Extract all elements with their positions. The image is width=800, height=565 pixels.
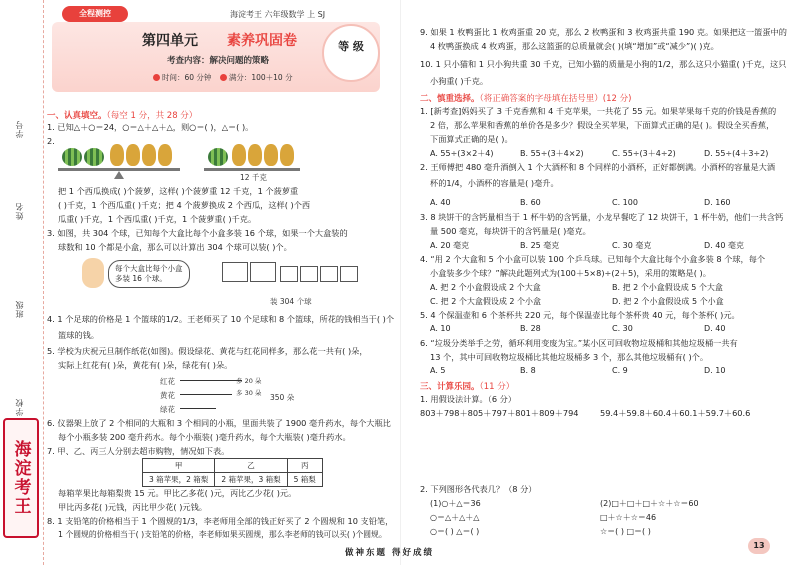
question-4-fraction: 1/2 bbox=[165, 314, 179, 324]
choice-1-option-a: A. 55÷(3×2＋4) bbox=[430, 149, 494, 158]
unit-title: 第四单元 bbox=[142, 33, 198, 49]
choice-1-option-b: B. 55÷(3＋4×2) bbox=[520, 149, 584, 158]
table-row bbox=[143, 473, 323, 487]
scale-weight-label: 12 千克 bbox=[240, 173, 267, 182]
choice-4-option-b: B. 把 2 个小盒假设成 5 个大盒 bbox=[612, 283, 723, 292]
series-label: 海淀考王 六年级数学 上 SJ bbox=[230, 10, 326, 19]
pineapple-icon bbox=[110, 144, 124, 166]
margin-label-school: 学校 bbox=[15, 398, 24, 416]
brand-ribbon: 全程测控 bbox=[62, 6, 128, 22]
table-row bbox=[143, 459, 323, 473]
table-head-yi: 乙 bbox=[215, 459, 287, 473]
choice-4-option-d: D. 把 2 个小盒假设成 5 个小盒 bbox=[612, 297, 724, 306]
question-10-text-a: 10. 1 只小猫和 1 只小狗共重 30 千克，已知小猫的质量是小狗的 bbox=[420, 59, 658, 69]
bar-yellow bbox=[180, 394, 232, 395]
choice-2-option-d: D. 160 bbox=[704, 198, 731, 207]
question-4-text-b: 。王老师买了 10 个足球和 8 个篮球，所花的钱相当于( )个 bbox=[178, 314, 395, 324]
question-4-text-a: 4. 1 个足球的价格是 1 个篮球的 bbox=[47, 314, 166, 324]
choice-5-option-c: C. 30 bbox=[612, 324, 633, 333]
section-1-label: 一、认真填空。 bbox=[47, 111, 107, 121]
section-2-note: （将正确答案的字母填在括号里）(12 分) bbox=[479, 94, 632, 104]
pineapple-icon bbox=[158, 144, 172, 166]
section-1-note: （每空 1 分，共 28 分） bbox=[106, 111, 198, 121]
bar-green bbox=[180, 408, 216, 409]
bar-label-red: 红花 bbox=[160, 377, 175, 386]
choice-5-option-a: A. 10 bbox=[430, 324, 451, 333]
choice-6-line-1: 6. “垃圾分类举手之劳，循环利用变废为宝。”某小区可回收物垃圾桶和其他垃圾桶一共有 bbox=[420, 338, 738, 348]
question-1: 1. 已知△＋○＝24，○＝△＋△＋△，则○＝( )，△＝( )。 bbox=[47, 122, 254, 132]
calc-1-expr-1: 803＋798＋805＋797＋801＋809＋794 bbox=[420, 408, 579, 418]
scale-beam bbox=[58, 168, 180, 171]
grade-box bbox=[322, 24, 380, 82]
section-title-calc bbox=[420, 380, 514, 392]
table-cell-bing: 5 箱梨 bbox=[287, 473, 322, 487]
pineapple-icon bbox=[142, 144, 156, 166]
choice-3-option-b: B. 25 毫克 bbox=[520, 241, 560, 250]
calc-2a-line-3: ○＝( ) △＝( ) bbox=[430, 527, 480, 536]
choice-6-option-c: C. 9 bbox=[612, 366, 628, 375]
brand-stamp: 海淀考王 bbox=[3, 418, 39, 538]
choice-1-option-c: C. 55÷(3＋4÷2) bbox=[612, 149, 676, 158]
table-head-bing: 丙 bbox=[287, 459, 322, 473]
unit-type: 素养巩固卷 bbox=[227, 33, 297, 49]
scale-beam bbox=[204, 168, 300, 171]
boxes-total-label: 装 304 个球 bbox=[270, 297, 312, 306]
section-title-choice bbox=[420, 92, 631, 104]
choice-3-option-c: C. 30 毫克 bbox=[612, 241, 652, 250]
question-8-line-2: 1 个圆规的价格相当于( )支铅笔的价格，李老师如果买圆规，那么李老师的钱可以买( )个圆规。 bbox=[58, 530, 387, 539]
calc-2b-label: (2) bbox=[600, 499, 612, 508]
question-8-text-b: ，李老师用全部的钱正好买了 2 个圆规和 10 支铅笔， bbox=[195, 516, 394, 526]
question-6-line-2: 每个小瓶多装 200 毫升药水。每个小瓶装( )毫升药水，每个大瓶装( )毫升药水。 bbox=[58, 432, 351, 442]
bar-label-yellow: 黄花 bbox=[160, 391, 175, 400]
more-label-1: 多 20 朵 bbox=[236, 377, 262, 385]
choice-3-line-1: 3. 8 块饼干的含钙量相当于 1 杯牛奶的含钙量，小龙早餐吃了 12 块饼干，1 杯牛奶，他们一共含钙 bbox=[420, 212, 784, 222]
watermelon-icon bbox=[208, 148, 228, 166]
choice-4-option-c: C. 把 2 个大盒假设成 2 个小盒 bbox=[430, 297, 542, 306]
small-box bbox=[300, 266, 318, 282]
binding-margin bbox=[0, 0, 44, 565]
exam-score: 满分：100＋10 分 bbox=[228, 73, 293, 82]
choice-3-line-2: 量 500 毫克，每块饼干的含钙量是( )毫克。 bbox=[430, 226, 591, 236]
page-number: 13 bbox=[748, 538, 770, 554]
choice-5-option-b: B. 28 bbox=[520, 324, 541, 333]
choice-3-option-d: D. 40 毫克 bbox=[704, 241, 744, 250]
choice-6-option-d: D. 10 bbox=[704, 366, 726, 375]
pineapple-icon bbox=[232, 144, 246, 166]
large-box bbox=[222, 262, 248, 282]
question-2-number: 2. bbox=[47, 136, 55, 146]
calc-2b-line-3: ☆＝( ) □＝( ) bbox=[600, 527, 651, 536]
bar-red bbox=[180, 380, 242, 381]
margin-label-class: 班级 bbox=[15, 300, 24, 318]
pineapple-icon bbox=[264, 144, 278, 166]
more-label-2: 多 30 朵 bbox=[236, 389, 262, 397]
question-3-line-2: 球数和 10 个都是小盒，那么可以计算出 304 个球可以装( )个。 bbox=[58, 242, 292, 252]
calc-1-expr-2: 59.4＋59.8＋60.4＋60.1＋59.7＋60.6 bbox=[600, 408, 751, 418]
page-divider bbox=[400, 0, 401, 565]
choice-6-line-2: 13 个，其中可回收物垃圾桶比其他垃圾桶多 3 个，那么其他垃圾桶有( )个。 bbox=[430, 352, 709, 362]
question-8-line-1 bbox=[47, 516, 393, 526]
choice-5-option-d: D. 40 bbox=[704, 324, 726, 333]
choice-1-option-d: D. 55÷(4＋3÷2) bbox=[704, 149, 769, 158]
choice-2-option-a: A. 40 bbox=[430, 198, 451, 207]
grade-label: 等 级 bbox=[338, 40, 364, 53]
table-head-jia: 甲 bbox=[143, 459, 215, 473]
question-7-line-3: 甲比丙多花( )元钱，丙比甲少花( )元钱。 bbox=[58, 502, 207, 512]
shopping-table bbox=[142, 458, 323, 487]
choice-1-line-2: 2 倍，那么苹果和香蕉的单价各是多少？假设全买苹果，下面算式正确的是( )。假设全买香蕉， bbox=[430, 120, 775, 130]
clock-icon bbox=[153, 74, 160, 81]
choice-2-fraction: 1/4 bbox=[446, 178, 460, 188]
choice-4-line-1: 4. “用 2 个大盒和 5 个小盒可以装 100 个乒乓球。已知每个大盒比每个小盒多装 8 个球，每个 bbox=[420, 254, 766, 264]
exam-topic: 考查内容：解决问题的策略 bbox=[167, 56, 270, 66]
small-box bbox=[280, 266, 298, 282]
choice-5-line-1: 5. 4 个保温壶和 6 个茶杯共 220 元，每个保温壶比每个茶杯贵 40 元，每个茶杯( )元。 bbox=[420, 310, 740, 320]
choice-2-line-1: 2. 王师傅把 480 毫升酒倒入 1 个大酒杯和 8 个同样的小酒杯，正好都倒满。小酒杯的容量是大酒 bbox=[420, 162, 776, 172]
choice-6-option-a: A. 5 bbox=[430, 366, 446, 375]
pineapple-icon bbox=[248, 144, 262, 166]
question-4-line-1 bbox=[47, 314, 394, 324]
question-8-fraction: 1/3 bbox=[182, 516, 196, 526]
footer-slogan: 做神东题 得好成绩 bbox=[345, 548, 434, 558]
section-2-label: 二、慎重选择。 bbox=[420, 94, 480, 104]
choice-4-option-a: A. 把 2 个小盒假设成 2 个大盒 bbox=[430, 283, 541, 292]
bubble-line-1: 每个大盒比每个小盒 bbox=[115, 264, 183, 273]
calc-2a-label: (1) bbox=[430, 499, 442, 508]
calc-2a-line-2: ○＝△＋△＋△ bbox=[430, 513, 480, 522]
bar-label-green: 绿花 bbox=[160, 405, 175, 414]
choice-1-line-3: 下面算式正确的是( )。 bbox=[430, 134, 513, 144]
question-2-line-1: 把 1 个西瓜换成( )个菠萝，这样( )个菠萝重 12 千克，1 个菠萝重 bbox=[58, 186, 299, 196]
small-box bbox=[320, 266, 338, 282]
speech-bubble bbox=[108, 260, 190, 288]
question-10-fraction: 1/2 bbox=[657, 59, 671, 69]
calc-2b-equation-1: □＋□＋□＋☆＋☆＝60 bbox=[611, 499, 699, 508]
child-avatar bbox=[82, 258, 104, 288]
question-10-text-b: ，那么这只小猫重( )千克，这只 bbox=[670, 59, 787, 69]
question-10-line-2: 小狗重( )千克。 bbox=[430, 76, 489, 86]
section-title-fill bbox=[47, 109, 197, 121]
pineapple-icon bbox=[280, 144, 294, 166]
question-5-line-2: 实际上红花有( )朵，黄花有( )朵，绿花有( )朵。 bbox=[58, 360, 233, 370]
scale-pivot bbox=[114, 171, 124, 179]
question-3-line-1: 3. 如图，共 304 个球，已知每个大盒比每个小盒多装 16 个球，如果一个大盒装的 bbox=[47, 228, 348, 238]
table-cell-yi: 2 箱苹果，3 箱梨 bbox=[215, 473, 287, 487]
margin-label-name: 姓名 bbox=[15, 202, 24, 220]
small-box bbox=[340, 266, 358, 282]
question-6-line-1: 6. 仪器架上放了 2 个相同的大瓶和 3 个相同的小瓶，里面共装了 1900 毫升药水，每个大瓶比 bbox=[47, 418, 391, 428]
choice-2-option-b: B. 60 bbox=[520, 198, 541, 207]
score-icon bbox=[220, 74, 227, 81]
choice-3-option-a: A. 20 毫克 bbox=[430, 241, 470, 250]
watermelon-icon bbox=[62, 148, 82, 166]
margin-label-id: 学号 bbox=[15, 120, 24, 138]
section-3-note: （11 分） bbox=[479, 382, 515, 392]
watermelon-icon bbox=[84, 148, 104, 166]
choice-4-line-2: 小盒装多少个球？”解决此题列式为(100＋5×8)÷(2＋5)，采用的策略是( )。 bbox=[430, 268, 711, 278]
choice-2-text-a: 杯的 bbox=[430, 178, 447, 188]
calc-2-title: 2. 下列图形各代表几？（8 分） bbox=[420, 484, 537, 494]
calc-2a-equation-1: ○＋△＝36 bbox=[441, 499, 481, 508]
calc-2b-line-2: □＋☆＋☆＝46 bbox=[600, 513, 657, 522]
calc-2b-line-1 bbox=[600, 498, 699, 509]
exam-meta bbox=[147, 72, 293, 83]
question-7-line-2: 每箱苹果比每箱梨贵 15 元。甲比乙多花( )元，丙比乙少花( )元。 bbox=[58, 488, 297, 498]
section-3-label: 三、计算乐园。 bbox=[420, 382, 480, 392]
question-8-text-a: 8. 1 支铅笔的价格相当于 1 个圆规的 bbox=[47, 516, 183, 526]
question-2-line-3: 瓜重( )千克，1 个西瓜重( )千克，1 个菠萝重( )千克。 bbox=[58, 214, 257, 224]
question-9-line-2: 4 枚鸭蛋换成 4 枚鸡蛋，那么这篮蛋的总质量就会( )(填“增加”或“减少”)( )克。 bbox=[430, 41, 719, 51]
pineapple-icon bbox=[126, 144, 140, 166]
choice-2-text-b: ，小酒杯的容量是( )毫升。 bbox=[459, 178, 559, 188]
exam-time: 时间：60 分钟 bbox=[162, 73, 212, 82]
question-5-line-1: 5. 学校为庆祝元旦制作纸花(如图)。假设绿花、黄花与红花同样多，那么花一共有( )朵， bbox=[47, 346, 368, 356]
question-10-line-1 bbox=[420, 59, 786, 69]
table-cell-jia: 3 箱苹果，2 箱梨 bbox=[143, 473, 215, 487]
question-2-line-2: ( )千克，1 个西瓜重( )千克；把 4 个菠萝换成 2 个西瓜，这样( )个西 bbox=[58, 200, 311, 210]
large-box bbox=[250, 262, 276, 282]
choice-6-option-b: B. 8 bbox=[520, 366, 536, 375]
choice-2-line-2 bbox=[430, 178, 559, 188]
total-flowers-label: 350 朵 bbox=[270, 393, 295, 402]
question-9-line-1: 9. 如果 1 枚鸭蛋比 1 枚鸡蛋重 20 克，那么 2 枚鸭蛋和 3 枚鸡蛋共重 190 克。如果把这一篮蛋中的 bbox=[420, 27, 787, 37]
choice-1-line-1: 1. [新考查]妈妈买了 3 千克香蕉和 4 千克苹果，一共花了 55 元。如果苹果每千克的价钱是香蕉的 bbox=[420, 106, 777, 116]
calc-1-title: 1. 用假设法计算。（6 分） bbox=[420, 394, 517, 404]
choice-2-option-c: C. 100 bbox=[612, 198, 638, 207]
calc-2a-line-1 bbox=[430, 498, 481, 509]
question-7-line-1: 7. 甲、乙、丙三人分别去超市购物，情况如下表。 bbox=[47, 446, 230, 456]
question-4-line-2: 篮球的钱。 bbox=[58, 330, 99, 340]
bubble-line-2: 多装 16 个球。 bbox=[115, 274, 167, 283]
